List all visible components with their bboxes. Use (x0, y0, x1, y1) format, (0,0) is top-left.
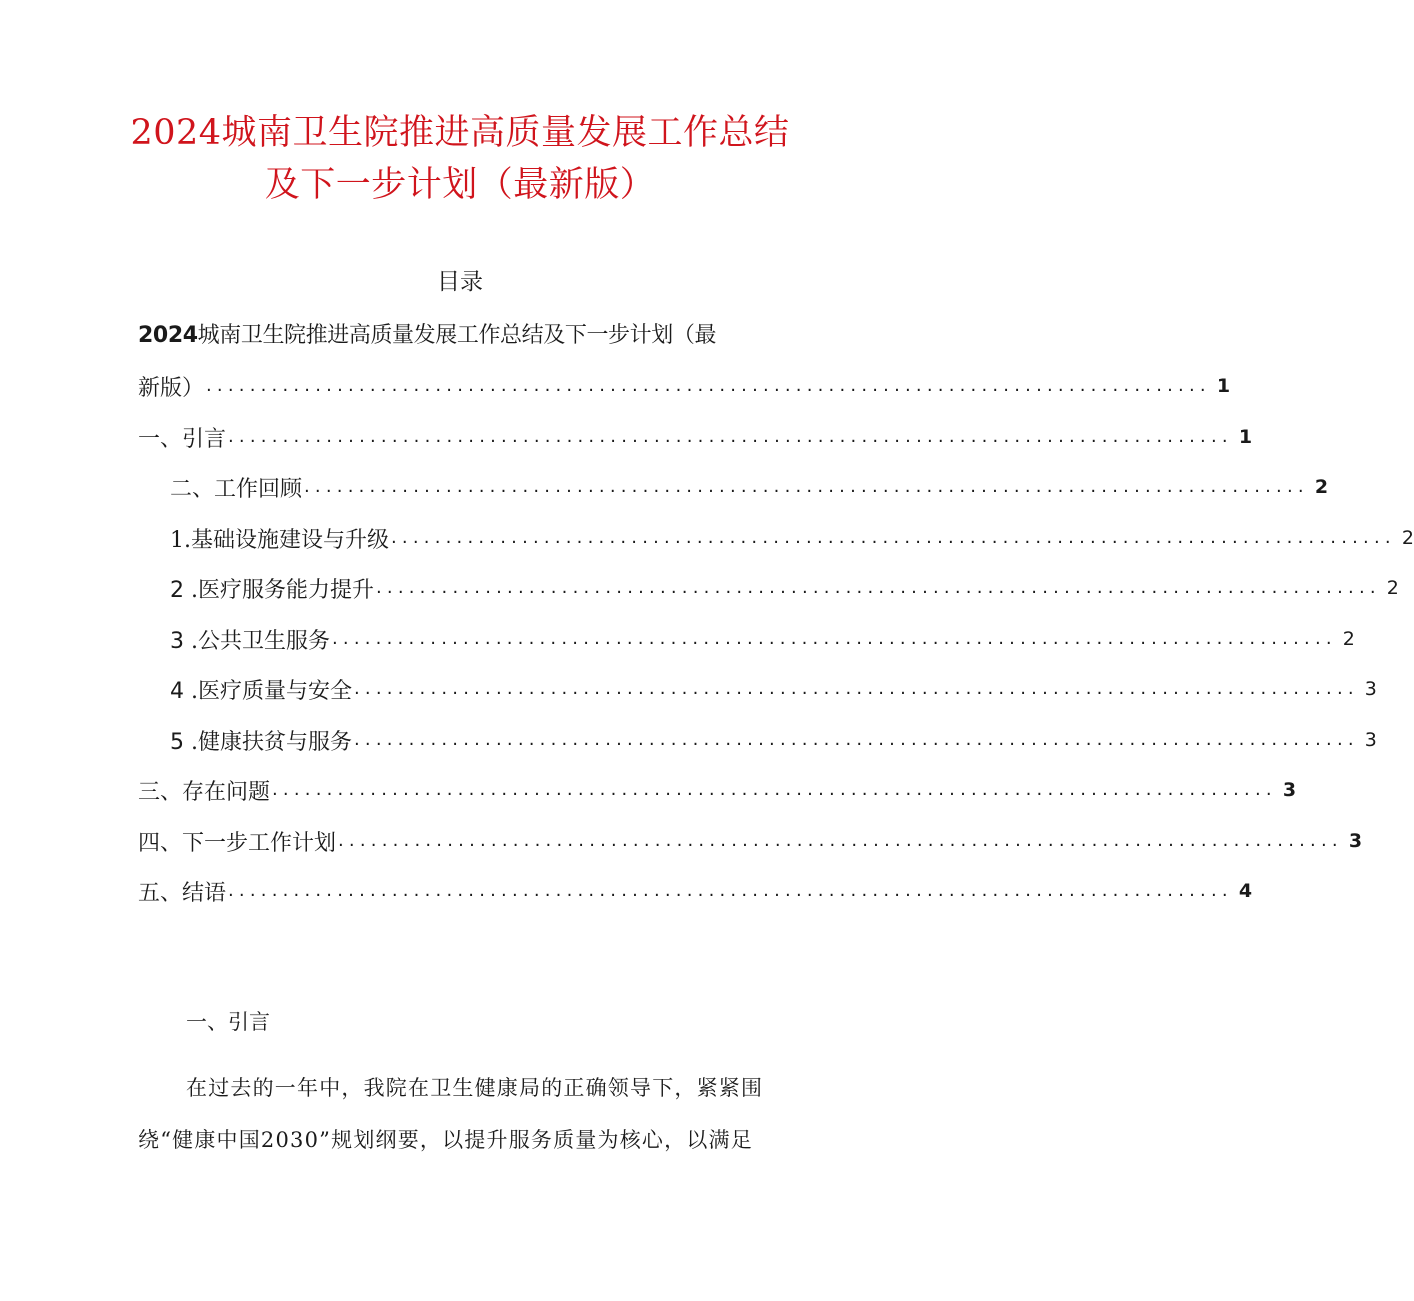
toc-entry-text: .医疗质量与安全 (184, 678, 352, 704)
toc-entry-number: 2 (170, 577, 184, 603)
toc-dot-leader: ............................................................................................ (272, 779, 1277, 800)
document-title-line2: 及下一步计划（最新版） (264, 165, 656, 205)
toc-entry-label (170, 725, 352, 756)
toc-page-number: 2 (1401, 527, 1414, 549)
toc-entry-label: 新版） (138, 375, 205, 401)
toc-dot-leader: ............................................................................................ (376, 577, 1381, 598)
toc-entry-problems[interactable] (138, 772, 1297, 808)
body-paragraph (138, 1062, 786, 1166)
toc-page-number: 2 (1314, 476, 1329, 498)
toc-entry-title[interactable] (138, 368, 1231, 404)
toc-entry-number: 1. (170, 527, 191, 553)
toc-entry-label: 三、存在问题 (138, 779, 271, 805)
toc-page-number: 3 (1364, 729, 1377, 751)
toc-page-number: 4 (1238, 880, 1253, 902)
toc-entry-number: 3 (170, 628, 184, 654)
toc-page-number: 2 (1386, 577, 1399, 599)
toc-entry-year: 2024 (138, 323, 198, 348)
toc-entry-text: .健康扶贫与服务 (184, 729, 352, 755)
toc-dot-leader: ............................................................................................ (338, 830, 1343, 851)
toc-dot-leader: ............................................................................................ (332, 628, 1337, 649)
toc-page-number: 1 (1216, 375, 1231, 397)
toc-entry-text: .医疗服务能力提升 (184, 577, 374, 603)
toc-entry-text: 基础设施建设与升级 (191, 527, 390, 553)
toc-entry-label (170, 573, 374, 604)
toc-heading: 目录 (437, 269, 483, 295)
toc-entry-infrastructure[interactable] (170, 520, 1414, 556)
toc-entry-title-line1[interactable] (138, 318, 798, 353)
toc-entry-conclusion[interactable] (138, 873, 1253, 909)
toc-entry-public-health[interactable] (170, 621, 1355, 657)
paragraph-line: 在过去的一年中，我院在卫生健康局的正确领导下，紧紧围 (186, 1076, 764, 1100)
toc-entry-label: 二、工作回顾 (170, 476, 303, 502)
toc-page-number: 3 (1348, 830, 1363, 852)
toc-entry-label (170, 523, 389, 554)
toc-dot-leader: ............................................................................................ (228, 426, 1233, 447)
toc-dot-leader: ............................................................................................ (354, 678, 1359, 699)
toc-entry-label (170, 674, 352, 705)
toc-page-number: 2 (1342, 628, 1355, 650)
toc-entry-next-plan[interactable] (138, 823, 1363, 859)
toc-page-number: 1 (1238, 426, 1253, 448)
toc-page-number: 3 (1282, 779, 1297, 801)
toc-dot-leader: ............................................................................................ (206, 375, 1211, 396)
toc-entry-number: 5 (170, 729, 184, 755)
toc-dot-leader: ............................................................................................ (391, 527, 1396, 548)
toc-entry-text: .公共卫生服务 (184, 628, 330, 654)
toc-entry-introduction[interactable] (138, 419, 1253, 455)
toc-entry-medical-service[interactable] (170, 570, 1399, 606)
toc-dot-leader: ............................................................................................ (304, 476, 1309, 497)
toc-entry-quality-safety[interactable] (170, 671, 1377, 707)
toc-dot-leader: ............................................................................................ (228, 880, 1233, 901)
toc-entry-label: 五、结语 (138, 880, 227, 906)
toc-entry-title-text: 城南卫生院推进高质量发展工作总结及下一步计划（最 (197, 323, 717, 348)
toc-entry-poverty-alleviation[interactable] (170, 722, 1377, 758)
toc-page-number: 3 (1364, 678, 1377, 700)
toc-dot-leader: ............................................................................................ (354, 729, 1359, 750)
paragraph-line: 绕“健康中国2030”规划纲要，以提升服务质量为核心，以满足 (138, 1128, 753, 1152)
section-heading-introduction: 一、引言 (186, 1010, 270, 1034)
document-title-line1: 2024城南卫生院推进高质量发展工作总结 (130, 113, 790, 153)
toc-entry-label: 一、引言 (138, 426, 227, 452)
toc-entry-work-review[interactable] (170, 469, 1329, 505)
toc-entry-label (170, 624, 330, 655)
toc-entry-label: 四、下一步工作计划 (138, 830, 337, 856)
toc-entry-number: 4 (170, 678, 184, 704)
